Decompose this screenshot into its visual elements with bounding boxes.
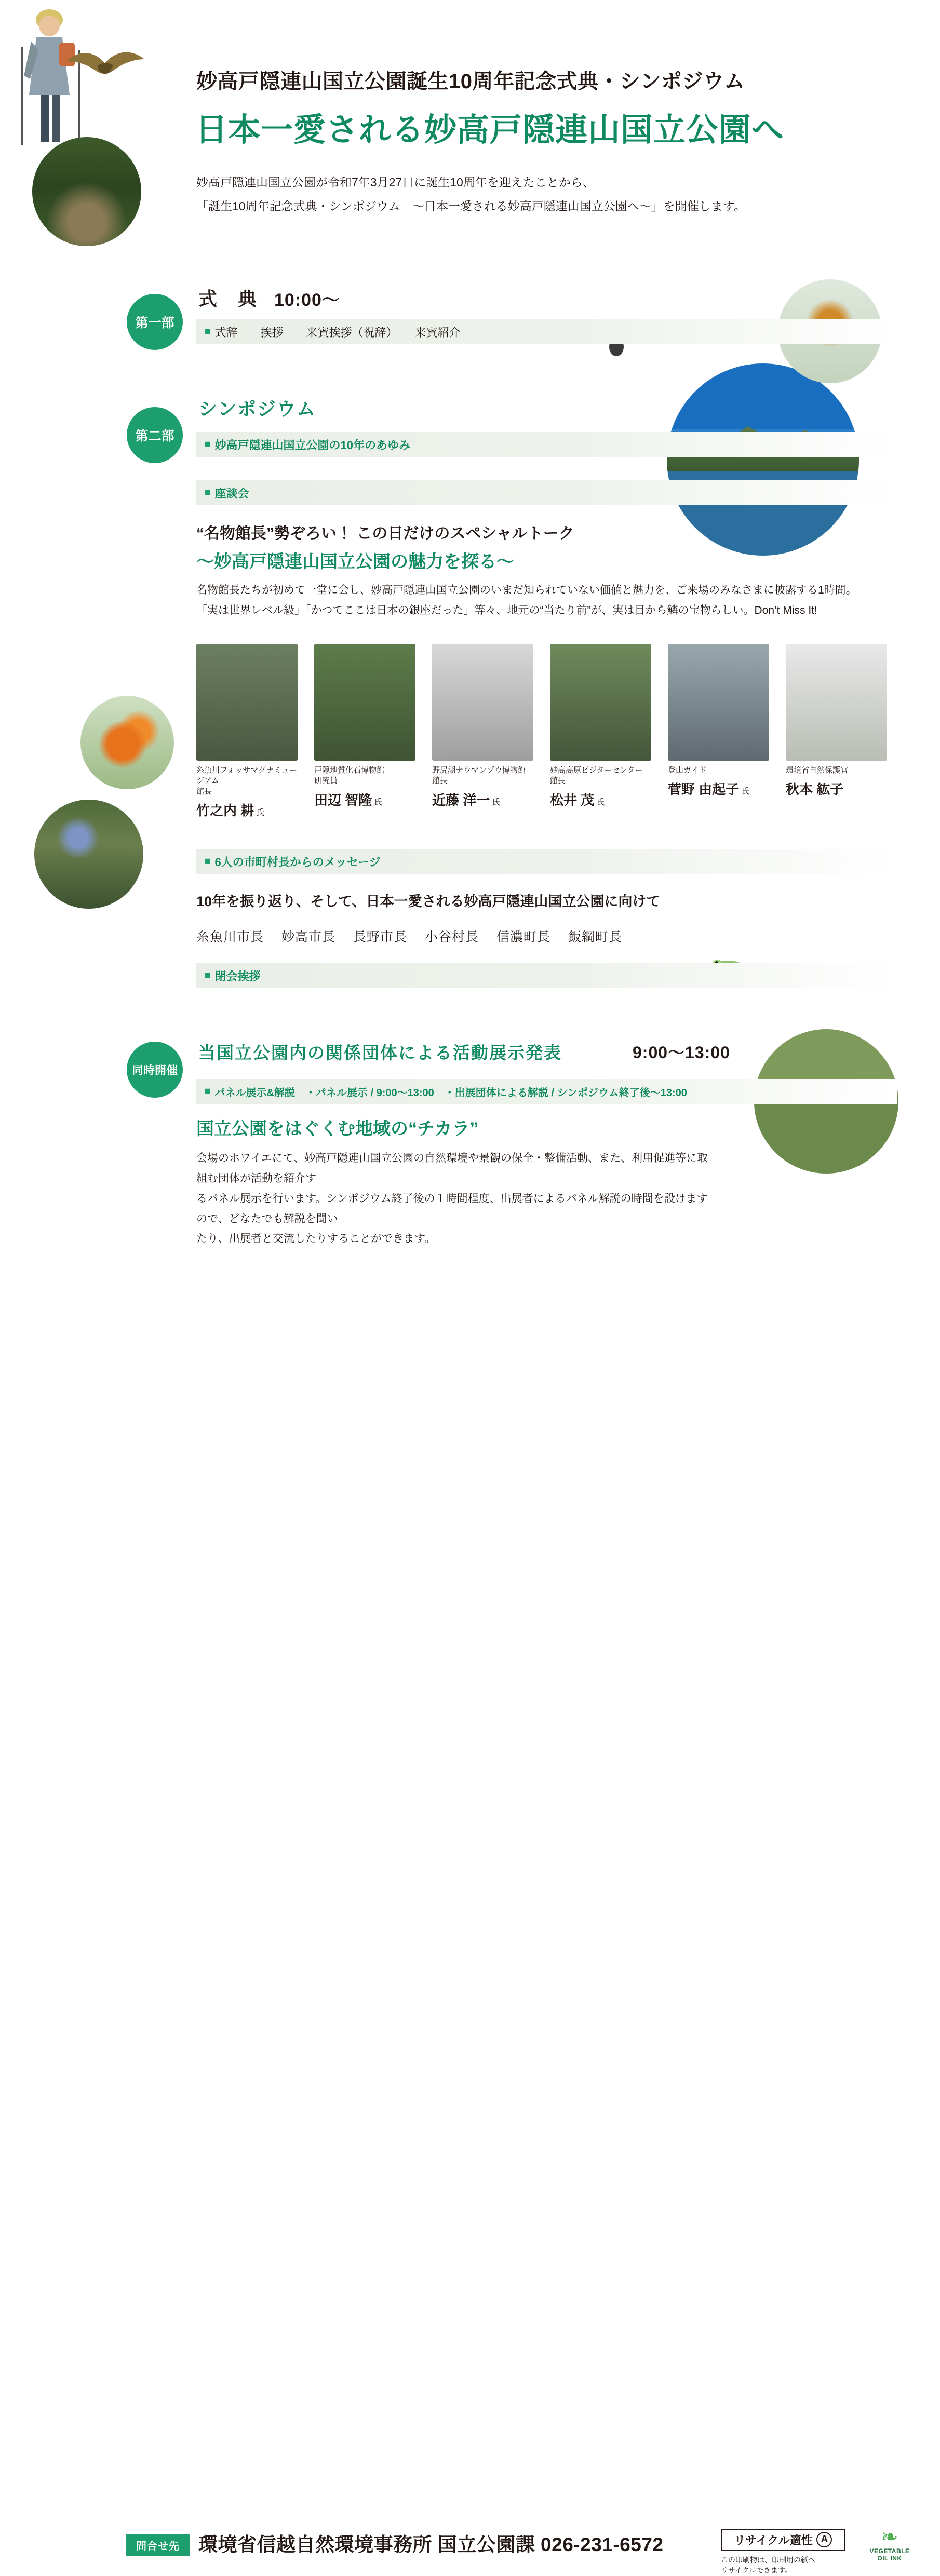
speaker-org: 糸魚川フォッサマグナミュージアム 館長 <box>196 766 297 796</box>
part2-band-closing <box>196 963 897 988</box>
bullet-square-icon: ■ <box>205 439 211 450</box>
speaker-photo <box>786 644 887 761</box>
veg-ink-line-1: VEGETABLE <box>869 2547 910 2555</box>
lead-line-1: 妙高戸隠連山国立公園が令和7年3月27日に誕生10周年を迎えたことから、 <box>196 176 595 189</box>
speaker-org: 野尻湖ナウマンゾウ博物館 館長 <box>432 766 526 786</box>
speaker-org: 登山ガイド <box>668 766 707 775</box>
concurrent-body <box>196 1149 716 1249</box>
talk-body-line-1: 名物館長たちが初めて一堂に会し、妙高戸隠連山国立公園のいまだ知られていない価値と魅力を、ご来場のみなさまに披露する1時間。 <box>196 584 857 596</box>
speaker-card <box>786 644 887 798</box>
bullet-square-icon: ■ <box>205 487 211 498</box>
speaker-name-text: 松井 茂 <box>550 792 595 808</box>
photo-wildlife-fox <box>32 137 141 246</box>
concurrent-body-line-2: るパネル展示を行います。シンポジウム終了後の１時間程度、出展者によるパネル解説の時間を設けますので、どなたでも解説を聞い <box>196 1192 708 1225</box>
recycle-label: リサイクル適性 <box>734 2533 813 2547</box>
concurrent-body-line-3: たり、出展者と交流したりすることができます。 <box>196 1233 436 1245</box>
badge-part-1: 第一部 <box>127 294 183 350</box>
talk-title-1: “名物館長”勢ぞろい！ この日だけのスペシャルトーク <box>196 525 574 542</box>
part2-band-discussion-text: 座談会 <box>214 487 249 500</box>
speaker-name <box>314 790 415 809</box>
speaker-photo <box>196 644 298 761</box>
speaker-photo <box>668 644 769 761</box>
speaker-name-text: 近藤 洋一 <box>432 792 490 808</box>
concurrent-band-panel-text: パネル展示&解説 ・パネル展示 / 9:00〜13:00 ・出展団体による解説 / シンポジウム終了後〜13:00 <box>214 1087 687 1099</box>
bullet-square-icon: ■ <box>205 970 211 981</box>
part1-title: 式 典 <box>198 288 258 309</box>
talk-body <box>196 581 895 621</box>
recycle-note-line-1: この印刷物は、印刷用の紙へ <box>721 2556 815 2564</box>
badge-concurrent: 同時開催 <box>127 1042 183 1098</box>
recycle-note-line-2: リサイクルできます。 <box>721 2566 792 2575</box>
part2-band-mayors-text: 6人の市町村長からのメッセージ <box>214 855 381 869</box>
photo-mountain-lake <box>667 363 859 556</box>
speaker-name-text: 菅野 由起子 <box>668 781 740 798</box>
concurrent-band-panel <box>196 1079 897 1104</box>
part2-band-history <box>196 432 897 457</box>
speaker-card <box>314 644 415 809</box>
badge-part-2: 第二部 <box>127 407 183 463</box>
speaker-name-text: 竹之内 耕 <box>196 802 254 818</box>
speaker-name-suffix: 氏 <box>256 808 265 817</box>
mayors-heading: 10年を振り返り、そして、日本一愛される妙高戸隠連山国立公園に向けて <box>196 894 661 909</box>
talk-title-2: 〜妙高戸隠連山国立公園の魅力を探る〜 <box>196 552 514 572</box>
part2-band-mayors <box>196 849 897 874</box>
speaker-card <box>432 644 533 809</box>
poster-kicker: 妙高戸隠連山国立公園誕生10周年記念式典・シンポジウム <box>196 70 745 93</box>
bullet-square-icon: ■ <box>205 856 211 867</box>
part1-items-band <box>196 319 897 344</box>
vegetable-oil-ink-mark <box>856 2527 923 2562</box>
speaker-name <box>196 800 298 819</box>
part2-band-closing-text: 閉会挨拶 <box>214 969 261 983</box>
poster-lead <box>196 170 887 218</box>
speaker-photo <box>314 644 415 761</box>
part1-time: 10:00〜 <box>274 290 340 310</box>
speaker-photo <box>432 644 533 761</box>
speaker-name-suffix: 氏 <box>741 787 750 797</box>
veg-ink-line-2: OIL INK <box>877 2555 902 2562</box>
speaker-name-suffix: 氏 <box>374 798 383 807</box>
leaf-icon: ❧ <box>881 2526 898 2548</box>
recycle-mark <box>721 2529 845 2551</box>
speaker-name <box>668 779 769 798</box>
bullet-square-icon: ■ <box>205 1086 211 1097</box>
poster-title: 日本一愛される妙高戸隠連山国立公園へ <box>195 112 785 148</box>
talk-body-line-2: 「実は世界レベル級」「かつてここは日本の銀座だった」等々、地元の“当たり前”が、実は目から鱗の宝物らしい。Don’t Miss It! <box>196 604 817 616</box>
lead-line-2: 「誕生10周年記念式典・シンポジウム ～日本一愛される妙高戸隠連山国立公園へ～」を開催します。 <box>196 199 746 213</box>
concurrent-body-line-1: 会場のホワイエにて、妙高戸隠連山国立公園の自然環境や景観の保全・整備活動、また、利用促進等に取組む団体が活動を紹介す <box>196 1152 708 1184</box>
bullet-square-icon: ■ <box>205 326 211 337</box>
speaker-org: 妙高高原ビジターセンター 館長 <box>550 766 643 786</box>
contact-text[interactable]: 環境省信越自然環境事務所 国立公園課 026-231-6572 <box>198 2534 664 2555</box>
speaker-org: 戸隠地質化石博物館 研究員 <box>314 766 385 786</box>
hawk-icon <box>61 41 150 87</box>
recycle-note <box>721 2555 815 2576</box>
speaker-name-suffix: 氏 <box>596 798 605 807</box>
photo-orange-lily <box>80 696 174 789</box>
speaker-name-suffix: 氏 <box>492 798 501 807</box>
speaker-name <box>550 790 651 809</box>
part2-title: シンポジウム <box>198 398 316 420</box>
speaker-name-text: 田辺 智隆 <box>314 792 372 808</box>
part2-band-history-text: 妙高戸隠連山国立公園の10年のあゆみ <box>214 438 410 452</box>
speaker-card <box>550 644 651 809</box>
speaker-name <box>786 779 887 798</box>
contact-badge: 問合せ先 <box>126 2534 190 2556</box>
speaker-photo <box>550 644 651 761</box>
speaker-card <box>668 644 769 798</box>
photo-mossy-stream <box>34 800 143 909</box>
speaker-name <box>432 790 533 809</box>
concurrent-subtitle: 国立公園をはぐくむ地域の“チカラ” <box>196 1119 479 1139</box>
recycle-rank-icon: A <box>816 2532 832 2547</box>
speaker-name-text: 秋本 紘子 <box>786 781 844 798</box>
footer <box>0 1256 940 2575</box>
speaker-org: 環境省自然保護官 <box>786 766 849 775</box>
mayors-list: 糸魚川市長 妙高市長 長野市長 小谷村長 信濃町長 飯綱町長 <box>196 930 622 945</box>
part2-band-discussion <box>196 480 897 505</box>
concurrent-time: 9:00〜13:00 <box>633 1043 730 1062</box>
speaker-card <box>196 644 298 819</box>
concurrent-title: 当国立公園内の関係団体による活動展示発表 <box>198 1043 562 1062</box>
part1-items-text: 式辞 挨拶 来賓挨拶（祝辞） 来賓紹介 <box>214 326 461 339</box>
